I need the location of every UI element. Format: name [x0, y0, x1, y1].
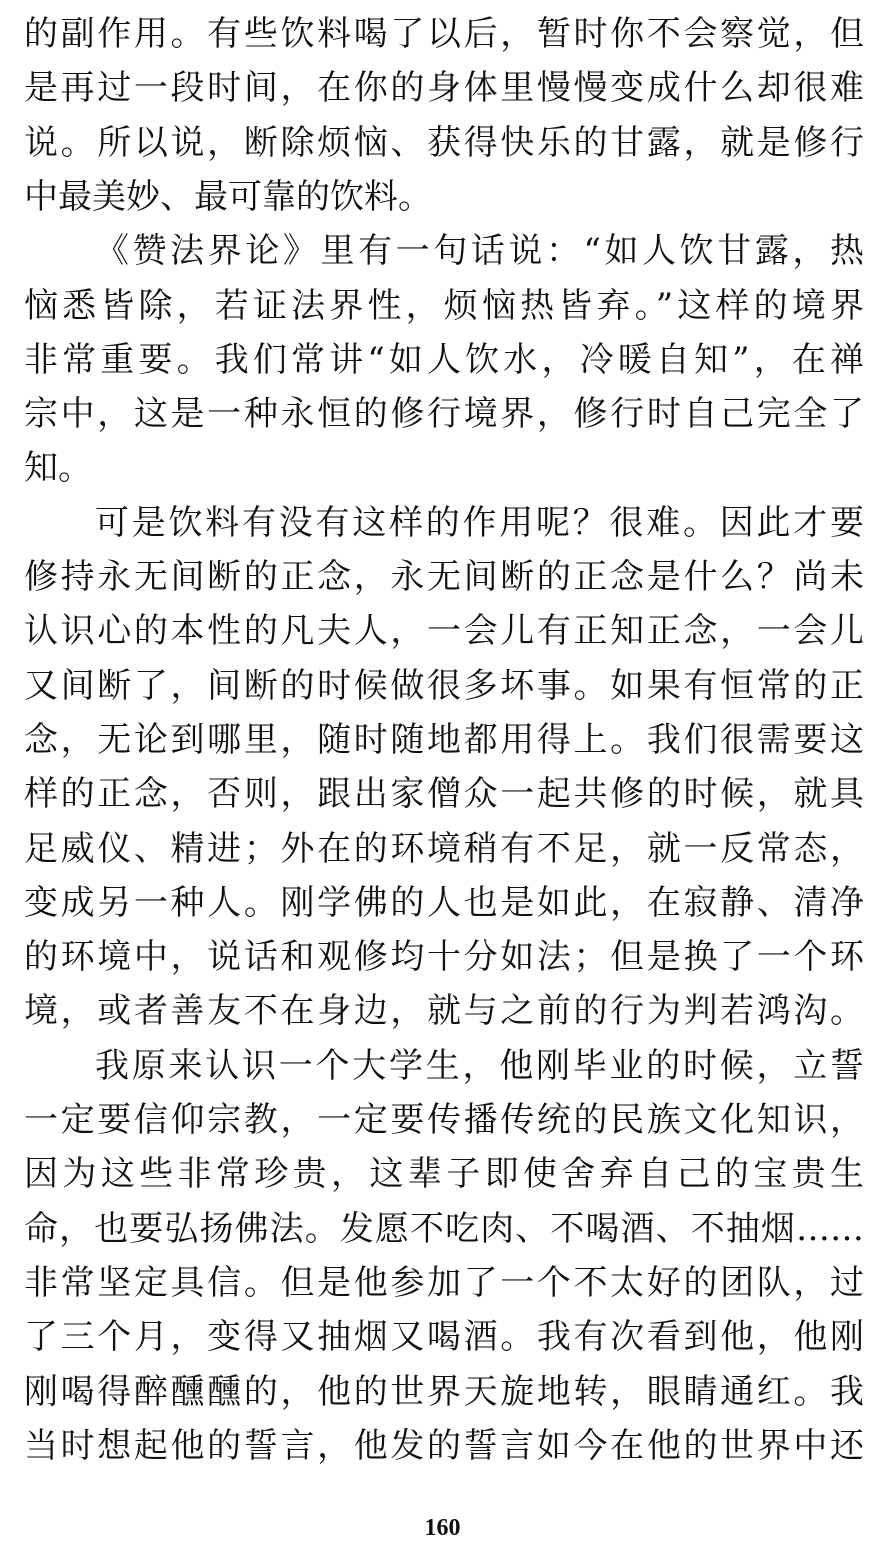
text-line: 宗中，这是一种永恒的修行境界，修行时自己完全了	[24, 394, 864, 435]
text-line: 修持永无间断的正念，永无间断的正念是什么？尚未	[24, 557, 864, 597]
text-line: 刚喝得醉醺醺的，他的世界天旋地转，眼睛通红。我	[24, 1371, 864, 1412]
text-line: 样的正念，否则，跟出家僧众一起共修的时候，就具	[24, 774, 864, 815]
text-line: 因为这些非常珍贵，这辈子即使舍弃自己的宝贵生	[24, 1154, 864, 1195]
text-line: 《赞法界论》里有一句话说：“如人饮甘露，热	[95, 231, 864, 272]
text-line: 我原来认识一个大学生，他刚毕业的时候，立誓	[95, 1045, 864, 1086]
text-line: 是再过一段时间，在你的身体里慢慢变成什么却很难	[24, 68, 864, 109]
text-line: 恼悉皆除，若证法界性，烦恼热皆弃。”这样的境界	[24, 285, 864, 326]
text-line: 可是饮料有没有这样的作用呢？很难。因此才要	[95, 502, 864, 543]
text-line: 中最美妙、最可靠的饮料。	[24, 176, 432, 217]
text-line: 念，无论到哪里，随时随地都用得上。我们很需要这	[24, 719, 864, 760]
text-line: 当时想起他的誓言，他发的誓言如今在他的世界中还	[24, 1425, 864, 1466]
text-line: 知。	[24, 448, 92, 489]
text-line: 了三个月，变得又抽烟又喝酒。我有次看到他，他刚	[24, 1317, 864, 1358]
text-line: 的副作用。有些饮料喝了以后，暂时你不会察觉，但	[24, 14, 864, 54]
text-line: 说。所以说，断除烦恼、获得快乐的甘露，就是修行	[24, 122, 864, 163]
text-line: 命，也要弘扬佛法。发愿不吃肉、不喝酒、不抽烟……	[24, 1208, 864, 1249]
text-line: 认识心的本性的凡夫人，一会儿有正知正念，一会儿	[24, 611, 864, 652]
text-line: 又间断了，间断的时候做很多坏事。如果有恒常的正	[24, 665, 864, 706]
text-line: 变成另一种人。刚学佛的人也是如此，在寂静、清净	[24, 882, 864, 923]
text-line: 境，或者善友不在身边，就与之前的行为判若鸿沟。	[24, 991, 864, 1032]
page-number: 160	[424, 1515, 461, 1541]
text-line: 非常重要。我们常讲“如人饮水，冷暖自知”，在禅	[24, 339, 864, 380]
text-line: 非常坚定具信。但是他参加了一个不太好的团队，过	[24, 1262, 864, 1303]
text-line: 一定要信仰宗教，一定要传播传统的民族文化知识，	[24, 1100, 864, 1140]
text-line: 足威仪、精进；外在的环境稍有不足，就一反常态，	[24, 828, 864, 869]
text-line: 的环境中，说话和观修均十分如法；但是换了一个环	[24, 937, 864, 978]
